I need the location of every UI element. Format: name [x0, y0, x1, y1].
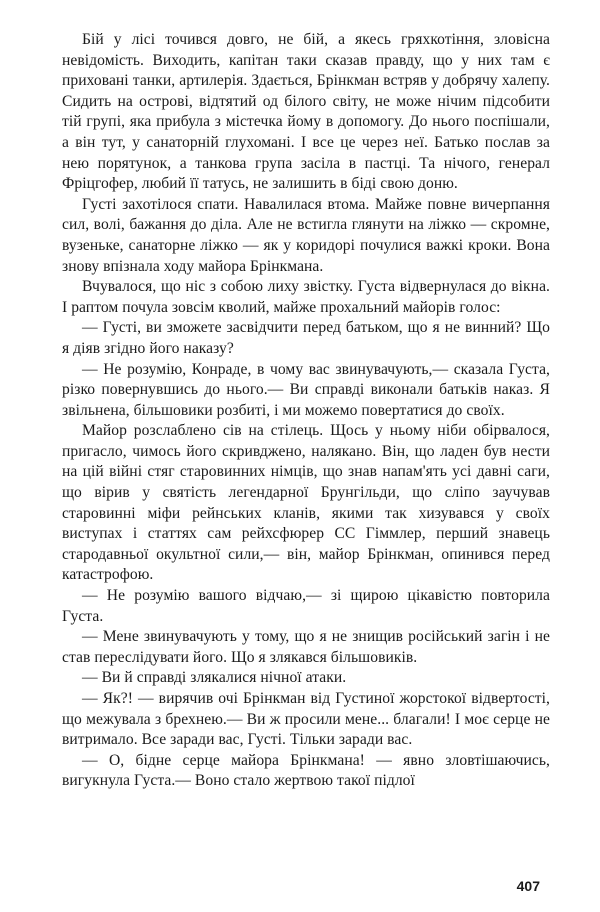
paragraph-10: — Як?! — вирячив очі Брінкман від Густиної жорстокої відвертості, що межувала з брехнею.— Ви ж просили мене... благали! І моє серце не витримало. Все заради вас, Густі. Тільки заради вас.: [62, 690, 550, 749]
paragraph-1: Бій у лісі точився довго, не бій, а якесь гряхкотіння, зловісна невідомість. Виходить, капітан таки сказав правду, що у них там є приховані танки, артилерія. Здається, Брінкман встряв у добрячу халепу. Сидить на острові, відтятий од білого світу, не може нічим підсобити тій групі, яка прибула з містечка йому в допомогу. До нього поспішали, а він тут, у санаторній глухомані. І все це через неї. Батько послав за нею порятунок, а танкова група засіла в пастці. Та нічого, генерал Фріцгофер, любий її татусь, не залишить в біді свою доню.: [62, 31, 550, 193]
paragraph-4: — Густі, ви зможете засвідчити перед батьком, що я не винний? Що я діяв згідно його наказу?: [62, 319, 550, 357]
text-block: [62, 30, 550, 792]
paragraph-11: — О, бідне серце майора Брінкмана! — явно зловтішаючись, вигукнула Густа.— Воно стало жертвою такої підлої: [62, 751, 550, 790]
paragraph-3: Вчувалося, що ніс з собою лиху звістку. Густа відвернулася до вікна. І раптом почула зовсім кволий, майже прохальний майорів голос:: [62, 278, 550, 316]
paragraph-5: — Не розумію, Конраде, в чому вас звинувачують,— сказала Густа, різко повернувшись до нього.— Ви справді виконали батьків наказ. Я звільнена, більшовики розбиті, і ми можемо повертатися до своїх.: [62, 360, 550, 419]
paragraph-8: — Мене звинувачують у тому, що я не знищив російський загін і не став переслідувати його. Що я злякався більшовиків.: [62, 628, 550, 666]
page-number: 407: [516, 878, 540, 894]
paragraph-6: Майор розслаблено сів на стілець. Щось у ньому ніби обірвалося, пригасло, чимось його скривджено, налякано. Він, що ладен був нести на цій війні стяг старовинних німців, що знав напам'ять усі давні саги, що вірив у святість легендарної Брунгільди, що сліпо заучував старовинні міфи рейнських кланів, якими так хизувався у своїх виступах і статтях сам рейхсфюрер СС Гіммлер, перший знавець стародавньої окультної сили,— він, майор Брінкман, опинився перед катастрофою.: [62, 422, 550, 584]
paragraph-7: — Не розумію вашого відчаю,— зі щирою цікавістю повторила Густа.: [62, 587, 550, 625]
paragraph-9: — Ви й справді злякалися нічної атаки.: [82, 669, 347, 687]
paragraph-2: Густі захотілося спати. Навалилася втома. Майже повне вичерпання сил, волі, бажання до діла. Але не встигла глянути на ліжко — скромне, вузеньке, санаторне ліжко — як у коридорі почулися важкі кроки. Вона знову впізнала ходу майора Брінкмана.: [62, 195, 550, 275]
